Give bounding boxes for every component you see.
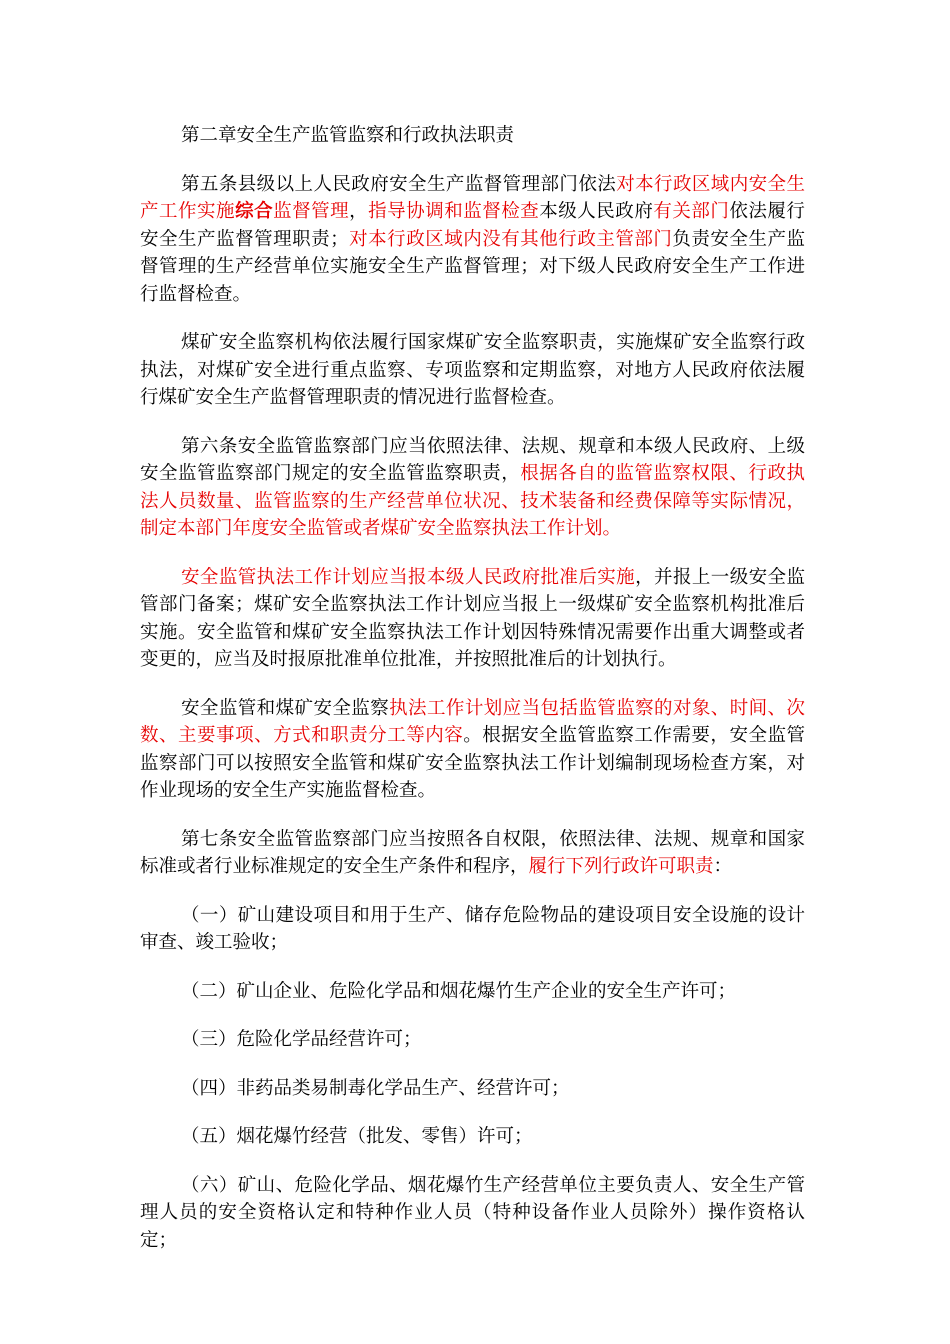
- text-run: 第五条县级以上人民政府安全生产监督管理部门依法: [181, 173, 617, 195]
- highlighted-bold-text: 综合: [235, 201, 274, 222]
- text-run: 负责安全生产监督管理的生产经营单位实施安全生产监督管理；对下级人民政府安全生产工作进行监督检查。: [140, 228, 805, 305]
- highlighted-text: 根据各自的监管监察权限、行政执法人员数量、监管监察的生产经营单位状况、技术装备和经费保障等实际情况，制定本部门年度安全监管或者煤矿安全监察执法工作计划。: [140, 463, 805, 539]
- highlighted-text: 监督管理: [273, 201, 350, 222]
- article-5-paragraph: [140, 171, 805, 309]
- text-run: 煤矿安全监察机构依法履行国家煤矿安全监察职责，实施煤矿安全监察行政执法，对煤矿安全进行重点监察、专项监察和定期监察，对地方人民政府依法履行煤矿安全生产监督管理职责的情况进行监督检查。: [140, 332, 805, 408]
- list-item: （二）矿山企业、危险化学品和烟花爆竹生产企业的安全生产许可；: [181, 980, 737, 1002]
- highlighted-text: 指导协调和监督检查: [368, 201, 540, 222]
- chapter-title: 第二章安全生产监管监察和行政执法职责: [181, 125, 515, 146]
- work-plan-paragraph: [140, 564, 805, 674]
- plan-content-paragraph: [140, 695, 805, 805]
- text-run: 本级人民政府: [539, 201, 654, 222]
- list-item: （五）烟花爆竹经营（批发、零售）许可；: [181, 1126, 533, 1147]
- list-item: （六）矿山、危险化学品、烟花爆竹生产经营单位主要负责人、安全生产管理人员的安全资格认定和特种作业人员（特种设备作业人员除外）操作资格认定；: [140, 1174, 805, 1251]
- highlighted-text: 对本行政区域内没有其他行政主管部门: [348, 228, 673, 250]
- list-item: （三）危险化学品经营许可；: [181, 1029, 422, 1050]
- list-item: （一）矿山建设项目和用于生产、储存危险物品的建设项目安全设施的设计审查、竣工验收；: [140, 904, 805, 953]
- text-run: 第七条安全监管监察部门应当按照各自权限，依照法律、法规、规章和国家标准或者行业标准规定的安全生产条件和程序，: [140, 828, 805, 877]
- highlighted-text: 安全监管执法工作计划应当报本级人民政府批准后实施: [181, 566, 636, 588]
- highlighted-text: 对本行政区域内安全生产工作实施: [140, 173, 805, 222]
- coal-mine-paragraph: [140, 329, 805, 412]
- text-run: 。根据安全监管监察工作需要，安全监管监察部门可以按照安全监管和煤矿安全监察执法工作计划编制现场检查方案，对作业现场的安全生产实施监督检查。: [140, 725, 805, 801]
- document-body: [140, 122, 805, 1254]
- text-run: 第六条安全监管监察部门应当依照法律、法规、规章和本级人民政府、上级安全监管监察部门规定的安全监管监察职责，: [140, 435, 805, 484]
- text-run: 依法履行安全生产监督管理职责；: [140, 201, 805, 250]
- list-item: （四）非药品类易制毒化学品生产、经营许可；: [181, 1077, 570, 1099]
- highlighted-text: 履行下列行政许可职责: [528, 856, 714, 877]
- article-6-paragraph: [140, 433, 805, 543]
- text-run: 安全监管和煤矿安全监察: [181, 697, 390, 719]
- text-run: ，并报上一级安全监管部门备案；煤矿安全监察执法工作计划应当报上一级煤矿安全监察机构批准后实施。安全监管和煤矿安全监察执法工作计划因特殊情况需要作出重大调整或者变更的，应当及时报原批准单位批准，并按照批准后的计划执行。: [140, 566, 805, 670]
- text-run: ：: [713, 856, 733, 877]
- highlighted-text: 执法工作计划应当包括监管监察的对象、时间、次数、主要事项、方式和职责分工等内容: [140, 697, 805, 746]
- highlighted-text: 有关部门: [653, 201, 730, 222]
- article-7-paragraph: [140, 826, 805, 881]
- text-run: ，: [349, 201, 369, 222]
